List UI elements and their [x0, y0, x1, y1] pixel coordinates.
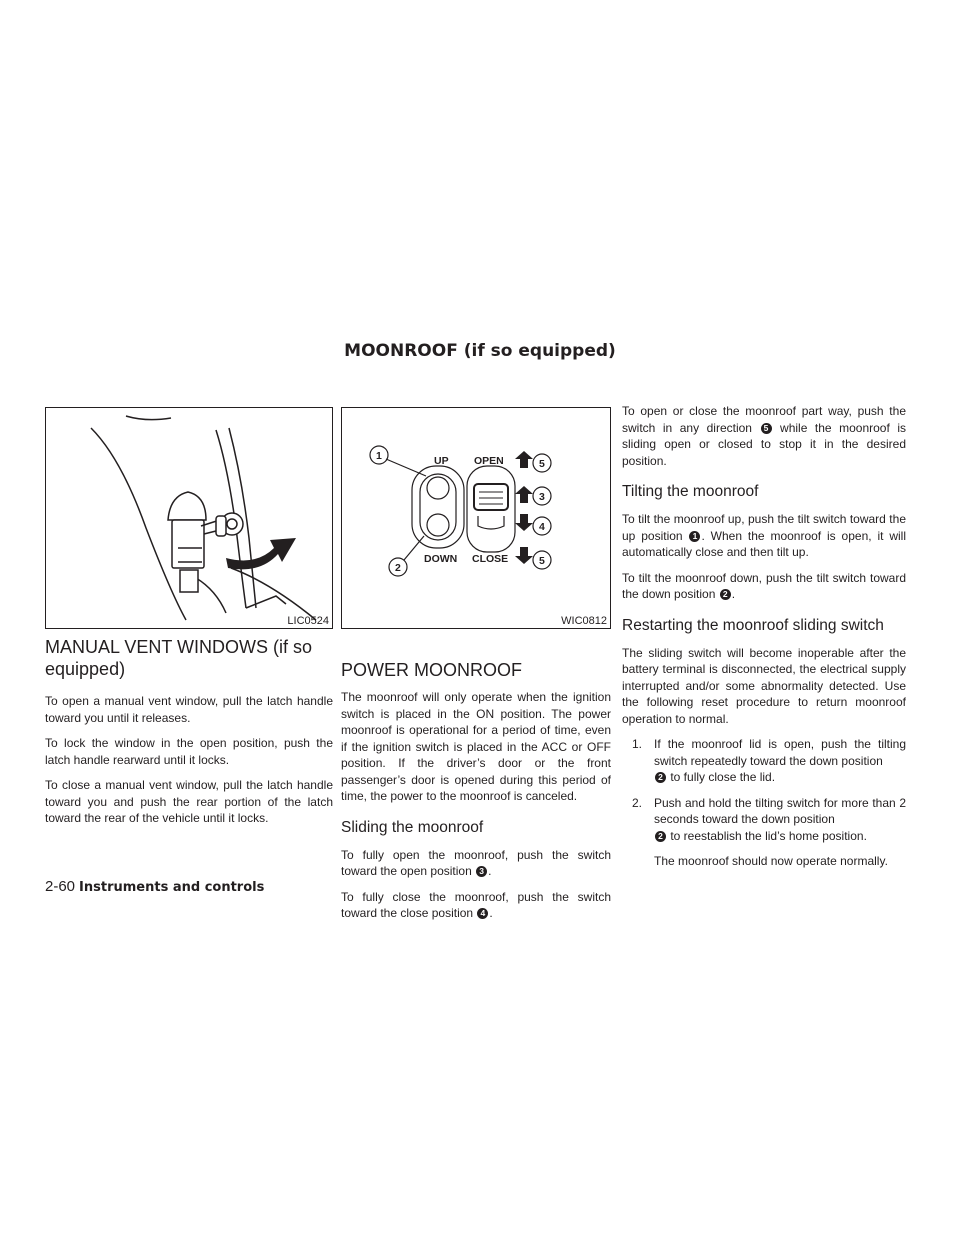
- paragraph: The moonroof will only operate when the ignition switch is placed in the ON position. The power moonroof is operational for a period of time, even if the ignition switch is placed in the ACC or OFF position. If the driver’s door or the front passenger’s door is opened during this period of time, the power to the moonroof is canceled.: [341, 690, 611, 803]
- column-vent-windows: [45, 636, 333, 836]
- text: .: [489, 906, 493, 920]
- step-number: 2.: [632, 795, 643, 810]
- paragraph: To close a manual vent window, pull the latch handle toward you and push the rear portion of the latch toward the rear of the vehicle until it locks.: [45, 778, 333, 825]
- callout-number: 4: [477, 908, 488, 919]
- text: . When the moonroof is open, it will automatically close and then tilt up.: [622, 528, 906, 559]
- label-up: UP: [434, 455, 449, 467]
- paragraph: [341, 847, 611, 880]
- figure-code: LIC0524: [287, 615, 329, 627]
- text: to fully close the lid.: [670, 770, 776, 784]
- text: To open or close the moonroof part way, push the switch in any direction: [622, 404, 906, 435]
- callout-number: 3: [476, 866, 487, 877]
- subheading-sliding: Sliding the moonroof: [341, 818, 484, 836]
- step-number: 1.: [632, 737, 643, 751]
- paragraph: The sliding switch will become inoperable after the battery terminal is disconnected, the electrical supply interrupted and/or some abnormality detected. Use the following reset procedure to return moonroof operation to normal.: [622, 645, 906, 726]
- text: .: [488, 864, 492, 878]
- callout-number: 5: [761, 423, 772, 434]
- callout-4: 4: [539, 521, 545, 533]
- paragraph: [622, 570, 906, 603]
- heading-manual-vent-windows: MANUAL VENT WINDOWS (if so equipped): [45, 637, 313, 679]
- paragraph: [622, 511, 906, 561]
- callout-number: 2: [720, 589, 731, 600]
- paragraph: To open a manual vent window, pull the latch handle toward you until it releases.: [45, 694, 333, 725]
- text: If the moonroof lid is open, push the tilting switch repeatedly toward the down position: [654, 737, 906, 768]
- label-close: CLOSE: [472, 553, 509, 565]
- label-open: OPEN: [474, 455, 504, 467]
- text: to reestablish the lid’s home position.: [670, 828, 867, 843]
- reset-steps: [622, 736, 906, 844]
- page-footer: [45, 878, 264, 895]
- callout-3: 3: [539, 491, 545, 503]
- paragraph: [341, 889, 611, 922]
- text: .: [731, 587, 736, 601]
- callout-1: 1: [376, 450, 382, 462]
- moonroof-switch-illustration: [342, 408, 612, 630]
- callout-2: 2: [395, 562, 401, 574]
- column-power-moonroof: [341, 636, 611, 931]
- figure-vent-latch: [45, 407, 333, 629]
- callout-number: 2: [655, 831, 666, 842]
- callout-5-top: 5: [539, 458, 545, 470]
- subheading-restarting: Restarting the moonroof sliding switch: [622, 616, 884, 634]
- figure-moonroof-switch: [341, 407, 611, 629]
- callout-5-bottom: 5: [539, 555, 545, 567]
- text: To tilt the moonroof down, push the tilt switch toward the down position: [622, 570, 906, 601]
- heading-power-moonroof: POWER MOONROOF: [341, 660, 522, 680]
- section-header: MOONROOF (if so equipped): [344, 341, 616, 361]
- vent-latch-illustration: [46, 408, 334, 630]
- figure-code: WIC0812: [561, 615, 607, 627]
- footer-section-title: Instruments and controls: [79, 880, 265, 895]
- list-item: [622, 736, 906, 786]
- page-number: 2-60: [45, 878, 76, 895]
- text: Push and hold the tilting switch for more than 2 seconds toward the down position: [654, 795, 906, 826]
- column-moonroof-continued: [622, 403, 906, 879]
- paragraph: [622, 403, 906, 469]
- subheading-tilting: Tilting the moonroof: [622, 483, 759, 500]
- label-down: DOWN: [424, 553, 458, 565]
- list-item: [622, 795, 906, 845]
- text: To fully open the moonroof, push the switch toward the open position: [341, 847, 611, 878]
- callout-number: 1: [689, 531, 700, 542]
- callout-number: 2: [655, 772, 666, 783]
- text: while the moonroof is sliding open or closed to stop it in the desired position.: [622, 420, 906, 468]
- closing-note: The moonroof should now operate normally.: [654, 854, 888, 868]
- paragraph: To lock the window in the open position, push the latch handle rearward until it locks.: [45, 736, 333, 767]
- text: To tilt the moonroof up, push the tilt switch toward the up position: [622, 512, 906, 543]
- text: To fully close the moonroof, push the switch toward the close position: [341, 889, 611, 920]
